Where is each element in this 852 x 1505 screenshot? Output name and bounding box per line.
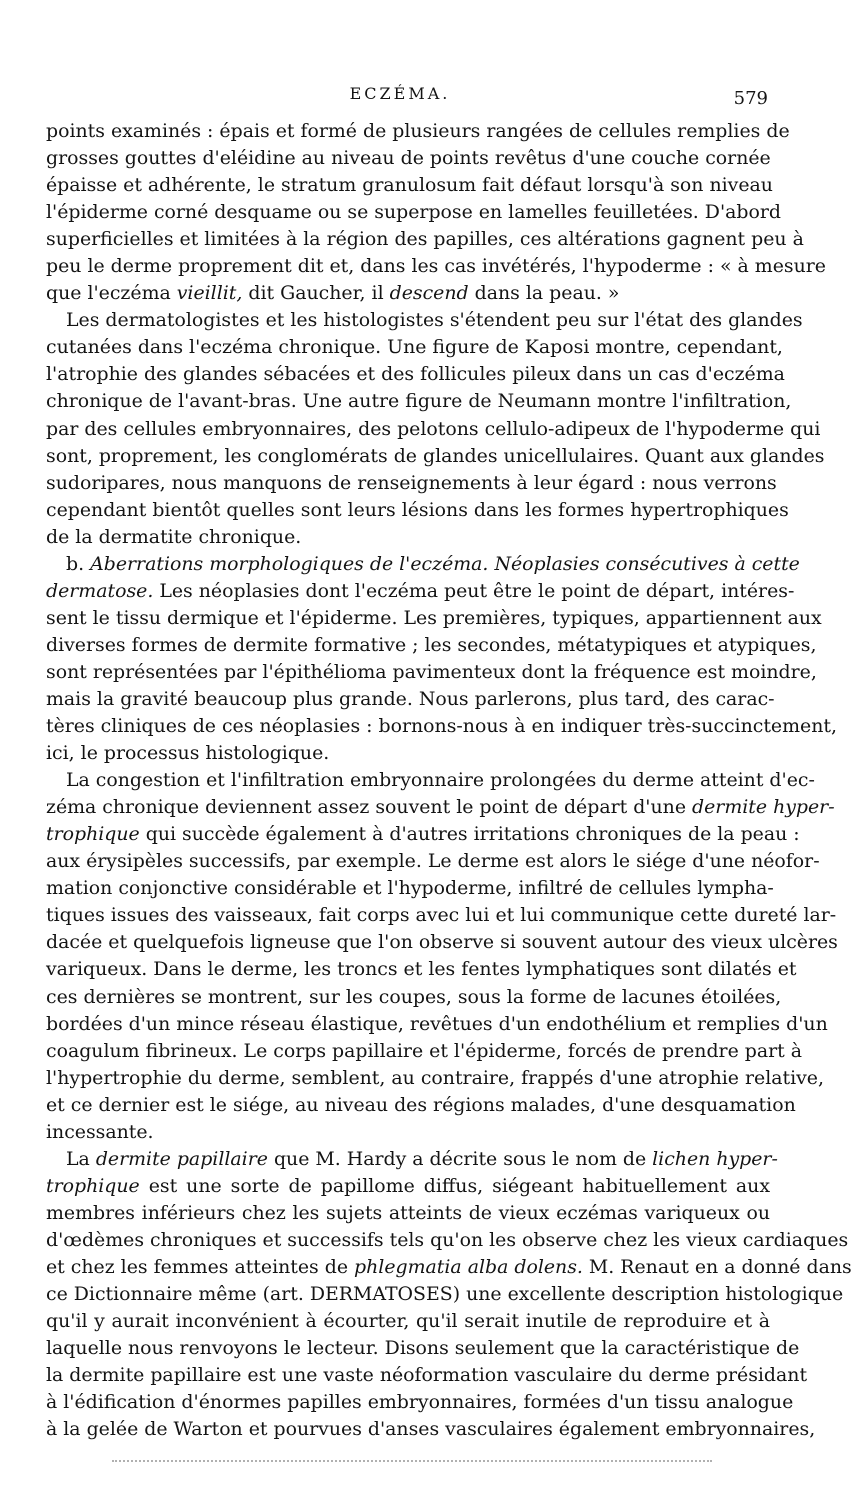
text-segment: Les néoplasies dont l'eczéma peut être le point de départ, intéres- <box>153 579 795 602</box>
text-line <box>46 470 777 497</box>
text-segment: l'atrophie des glandes sébacées et des follicules pileux dans un cas d'eczéma <box>46 363 785 386</box>
italic-text: phlegmatia alba dolens. <box>354 1255 583 1278</box>
text-line <box>46 1065 824 1092</box>
text-segment: qui succède également à d'autres irritations chroniques de la peau : <box>139 823 800 846</box>
italic-text: lichen hyper- <box>652 1147 778 1170</box>
text-segment: variqueux. Dans le derme, les troncs et les fentes lymphatiques sont dilatés et <box>46 958 797 981</box>
text-segment: dit Gaucher, il <box>242 282 390 305</box>
italic-text: dermite papillaire <box>95 1147 268 1170</box>
text-segment: par des cellules embryonnaires, des pelotons cellulo-adipeux de l'hypoderme qui <box>46 417 821 440</box>
text-line <box>46 226 804 253</box>
text-segment: et chez les femmes atteintes de <box>46 1255 355 1278</box>
text-line <box>46 280 770 307</box>
text-line <box>46 605 822 632</box>
text-line <box>46 767 815 794</box>
text-segment: Les dermatologistes et les histologistes s'étendent peu sur l'état des glandes <box>66 309 803 332</box>
text-line <box>46 1416 816 1443</box>
italic-text: trophique <box>46 1174 140 1197</box>
text-segment: d'œdèmes chroniques et successifs tels qu'on les observe chez les vieux cardiaques <box>46 1228 849 1251</box>
text-line <box>46 1092 796 1119</box>
text-line <box>46 956 797 983</box>
text-line <box>46 497 789 524</box>
text-line <box>46 551 800 578</box>
text-line <box>46 253 826 280</box>
text-line <box>46 1119 770 1146</box>
italic-text: dermatose. <box>46 579 154 602</box>
text-line <box>46 659 817 686</box>
text-segment: sent le tissu dermique et l'épiderme. Les premières, typiques, appartiennent aux <box>46 606 822 629</box>
text-segment: membres inférieurs chez les sujets atteints de vieux eczémas variqueux ou <box>46 1201 770 1224</box>
text-line <box>46 848 820 875</box>
text-segment: à l'édification d'énormes papilles embryonnaires, formées d'un tissu analogue <box>46 1391 794 1414</box>
text-line <box>46 307 803 334</box>
text-segment: sont, proprement, les conglomérats de glandes unicellulaires. Quant aux glandes <box>46 444 825 467</box>
text-line <box>46 1389 794 1416</box>
text-segment: tiques issues des vaisseaux, fait corps avec lui et lui communique cette dureté lar- <box>46 904 837 927</box>
text-segment: que M. Hardy a décrite sous le nom de <box>267 1147 653 1170</box>
text-line <box>46 199 781 226</box>
text-segment: grosses gouttes d'eléidine au niveau de points revêtus d'une couche cornée <box>46 147 771 170</box>
text-line <box>46 578 795 605</box>
text-segment: et ce dernier est le siége, au niveau des régions malades, d'une desquamation <box>46 1093 796 1116</box>
text-line <box>46 443 825 470</box>
text-line <box>46 1200 770 1227</box>
text-segment: ces dernières se montrent, sur les coupes, sous la forme de lacunes étoilées, <box>46 985 782 1008</box>
text-segment: épaisse et adhérente, le stratum granulosum fait défaut lorsqu'à son niveau <box>46 174 773 197</box>
text-line <box>46 145 770 172</box>
text-segment: que l'eczéma <box>46 282 177 305</box>
text-line <box>46 984 782 1011</box>
text-line <box>46 740 770 767</box>
running-head: ECZÉMA. <box>349 84 451 103</box>
text-segment: à la gelée de Warton et pourvues d'anses vasculaires également embryonnaires, <box>46 1418 816 1441</box>
text-segment: La <box>66 1147 96 1170</box>
text-segment: aux érysipèles successifs, par exemple. Le derme est alors le siége d'une néofor- <box>46 850 820 873</box>
text-segment: de la dermatite chronique. <box>46 525 302 548</box>
italic-text: descend <box>389 282 469 305</box>
text-line <box>46 1362 808 1389</box>
text-line <box>46 172 773 199</box>
text-segment: diverses formes de dermite formative ; les secondes, métatypiques et atypiques, <box>46 633 817 656</box>
text-segment: qu'il y aurait inconvénient à écourter, qu'il serait inutile de reproduire et à <box>46 1310 770 1333</box>
text-segment: ce Dictionnaire même (art. DERMATOSES) une excellente description histologique <box>46 1283 844 1306</box>
italic-text: Aberrations morphologiques de l'eczéma. Néoplasies consécutives à cette <box>90 552 800 575</box>
text-segment: sudoripares, nous manquons de renseignements à leur égard : nous verrons <box>46 471 777 494</box>
text-segment: bordées d'un mince réseau élastique, revêtues d'un endothélium et remplies d'un <box>46 1012 828 1035</box>
text-segment: chronique de l'avant-bras. Une autre figure de Neumann montre l'infiltration, <box>46 390 792 413</box>
text-line <box>46 1011 828 1038</box>
text-segment: laquelle nous renvoyons le lecteur. Disons seulement que la caractéristique de <box>46 1337 800 1360</box>
text-segment: superficielles et limitées à la région des papilles, ces altérations gagnent peu à <box>46 228 804 251</box>
text-line <box>46 1038 803 1065</box>
italic-text: vieillit, <box>176 282 243 305</box>
text-segment: dans la peau. » <box>468 282 620 305</box>
text-line <box>46 1254 852 1281</box>
text-segment: cependant bientôt quelles sont leurs lésions dans les formes hypertrophiques <box>46 498 789 521</box>
text-line <box>46 632 817 659</box>
text-line <box>46 1335 800 1362</box>
text-line <box>46 416 821 443</box>
text-segment: points examinés : épais et formé de plusieurs rangées de cellules remplies de <box>46 120 790 142</box>
text-line <box>46 686 775 713</box>
scan-footer-artifact <box>112 1460 712 1465</box>
italic-text: dermite hyper- <box>692 796 835 819</box>
text-segment: incessante. <box>46 1120 154 1143</box>
text-line <box>46 929 838 956</box>
text-line <box>46 1281 844 1308</box>
text-segment: est une sorte de papillome diffus, siégeant habituellement aux <box>139 1174 770 1197</box>
text-line <box>46 361 785 388</box>
text-segment: b. <box>66 552 91 575</box>
text-segment: la dermite papillaire est une vaste néoformation vasculaire du derme présidant <box>46 1364 808 1387</box>
page-number: 579 <box>733 88 768 109</box>
text-segment: l'épiderme corné desquame ou se superpose en lamelles feuilletées. D'abord <box>46 201 781 224</box>
italic-text: trophique <box>46 823 140 846</box>
text-segment: l'hypertrophie du derme, semblent, au contraire, frappés d'une atrophie relative, <box>46 1066 824 1089</box>
text-line <box>46 902 837 929</box>
text-line <box>46 794 835 821</box>
text-line <box>46 821 800 848</box>
text-line <box>46 1146 778 1173</box>
text-segment: mais la gravité beaucoup plus grande. Nous parlerons, plus tard, des carac- <box>46 687 775 710</box>
text-segment: zéma chronique deviennent assez souvent le point de départ d'une <box>46 796 693 819</box>
text-line <box>46 1308 770 1335</box>
text-segment: coagulum fibrineux. Le corps papillaire et l'épiderme, forcés de prendre part à <box>46 1039 803 1062</box>
text-line <box>46 713 837 740</box>
text-segment: mation conjonctive considérable et l'hypoderme, infiltré de cellules lympha- <box>46 877 774 900</box>
text-segment: cutanées dans l'eczéma chronique. Une figure de Kaposi montre, cependant, <box>46 336 783 359</box>
text-line <box>46 875 774 902</box>
text-line <box>46 334 783 361</box>
text-segment: tères cliniques de ces néoplasies : bornons-nous à en indiquer très-succinctement, <box>46 715 837 738</box>
text-segment: La congestion et l'infiltration embryonnaire prolongées du derme atteint d'ec- <box>66 769 815 792</box>
text-segment: peu le derme proprement dit et, dans les cas invétérés, l'hypoderme : « à mesure <box>46 255 826 278</box>
text-line <box>46 1173 770 1200</box>
text-line <box>46 118 790 145</box>
text-segment: dacée et quelquefois ligneuse que l'on observe si souvent autour des vieux ulcères <box>46 931 838 954</box>
text-line <box>46 524 770 551</box>
text-line <box>46 1227 849 1254</box>
text-segment: ici, le processus histologique. <box>46 742 330 765</box>
text-segment: M. Renaut en a donné dans <box>582 1255 852 1278</box>
text-segment: sont représentées par l'épithélioma pavimenteux dont la fréquence est moindre, <box>46 660 817 683</box>
text-line <box>46 388 792 415</box>
body-text <box>46 118 852 1443</box>
